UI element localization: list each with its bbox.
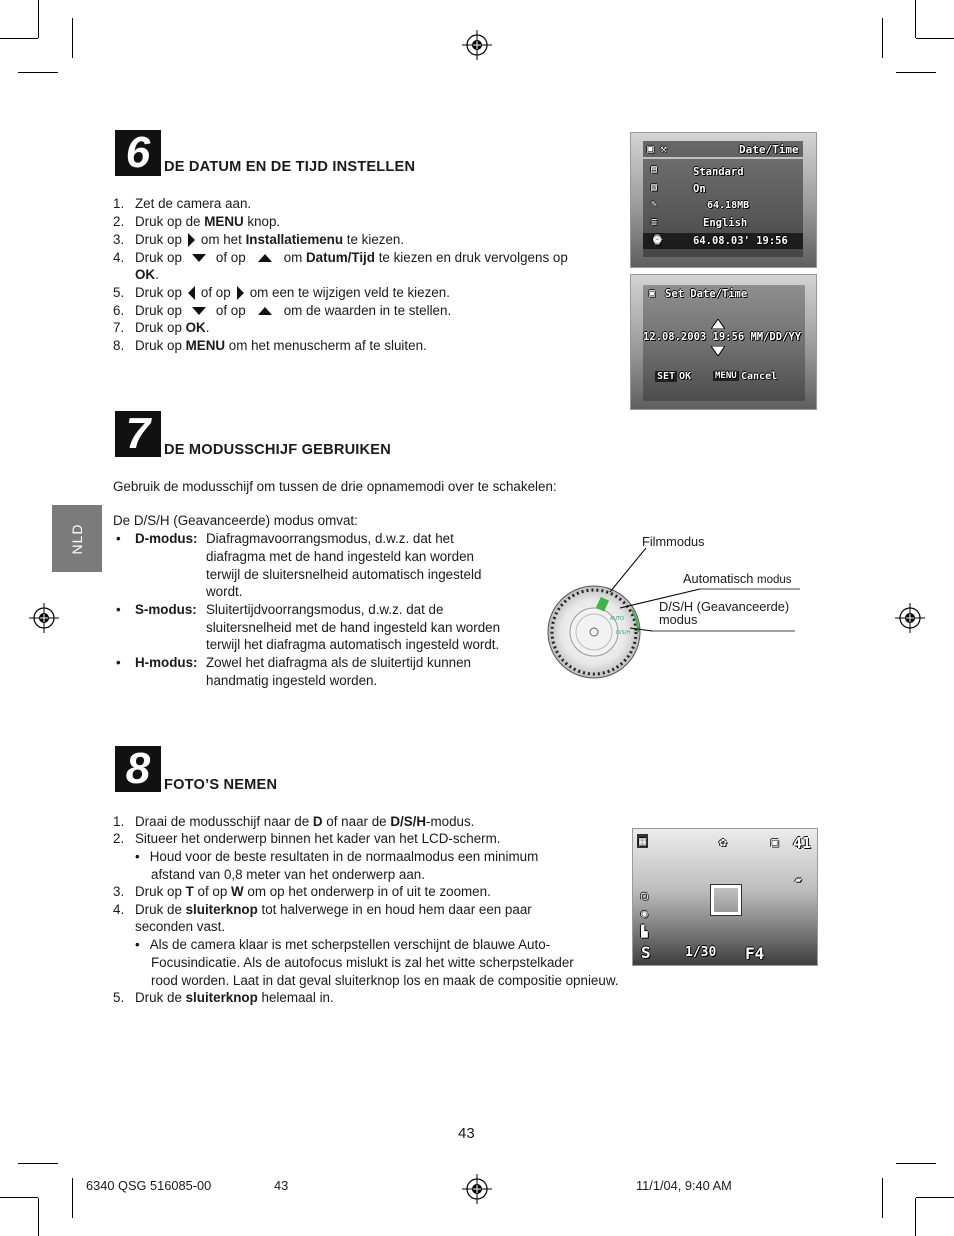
aperture: F4: [745, 944, 765, 963]
language-tab: NLD: [52, 505, 102, 572]
mode-desc: sluitersnelheid met de hand ingesteld kan worden: [206, 620, 501, 635]
mode-desc: terwijl het diafragma automatisch ingesteld wordt.: [206, 637, 500, 652]
footer-code: 6340 QSG 516085-00: [86, 1178, 212, 1193]
set-label: SET: [657, 371, 676, 382]
ok-label: OK: [679, 371, 692, 382]
section-title: FOTO’S NEMEN: [164, 777, 278, 793]
list-item: • Als de camera klaar is met scherpstellen verschijnt de blauwe Auto-: [135, 937, 551, 952]
lcd-set-datetime: [630, 274, 817, 410]
chevron-down-icon: [711, 346, 725, 356]
list-item: 3. Druk op om het Installatiemenu te kiezen.: [113, 232, 405, 247]
list-item: rood worden. Laat in dat geval sluiterknop los en maak de compositie opnieuw.: [151, 973, 619, 988]
section-number: 6: [115, 130, 161, 176]
lcd-capture-view: [632, 828, 818, 966]
camera-icon: ▣ ⚒: [647, 142, 667, 155]
lcd-row: On: [693, 183, 706, 195]
svg-text:D/S/H: D/S/H: [616, 630, 631, 636]
mode-desc: handmatig ingesteld worden.: [206, 673, 378, 688]
menu-label: MENU: [715, 371, 737, 381]
mode-label: D-modus:: [135, 531, 198, 546]
callout-dsh-mode: D/S/H (Geavanceerde) modus: [659, 599, 790, 627]
arrow-down-icon: [192, 307, 206, 315]
arrow-down-icon: [192, 254, 206, 262]
registration-mark-icon: [895, 603, 925, 633]
sub-text: De D/S/H (Geavanceerde) modus omvat:: [113, 513, 358, 528]
lcd-icon: ▧: [651, 182, 658, 193]
card-icon: ▣: [771, 835, 779, 849]
battery-icon: ▰: [795, 873, 802, 886]
mode-desc: Zowel het diafragma als de sluitertijd kunnen: [206, 655, 471, 670]
mode-label: S-modus:: [135, 602, 197, 617]
list-item: 4. Druk de sluiterknop tot halverwege in en houd hem daar een paar: [113, 902, 532, 917]
footer-date: 11/1/04, 9:40 AM: [636, 1178, 732, 1193]
shutter-speed: 1/30: [685, 945, 717, 960]
registration-mark-icon: [462, 30, 492, 60]
mode-desc: Diafragmavoorrangsmodus, d.w.z. dat het: [206, 531, 454, 546]
lcd-header: Set Date/Time: [665, 288, 748, 300]
list-item: 7. Druk op OK.: [113, 320, 210, 335]
mode-desc: wordt.: [206, 584, 243, 599]
list-item: 5. Druk de sluiterknop helemaal in.: [113, 990, 334, 1005]
mode-icon: ▢: [641, 889, 648, 902]
list-item: 1. Zet de camera aan.: [113, 196, 252, 211]
arrow-up-icon: [258, 307, 272, 315]
callout-auto-mode: Automatisch modus: [683, 571, 792, 586]
chevron-up-icon: [711, 319, 725, 329]
shot-count: 41: [793, 834, 812, 852]
section-number: 8: [115, 746, 161, 792]
metering-icon: ◉: [641, 907, 648, 920]
mode-desc: Sluitertijdvoorrangsmodus, d.w.z. dat de: [206, 602, 444, 617]
arrow-left-icon: [188, 286, 195, 300]
lcd-row: 64.18MB: [707, 200, 750, 211]
resolution-icon: ▦: [639, 834, 647, 848]
lcd-icon: ▤: [651, 164, 658, 175]
lcd-header: Date/Time: [739, 143, 799, 156]
list-item: 8. Druk op MENU om het menuscherm af te sluiten.: [113, 338, 427, 353]
list-item: 5. Druk op of op om een te wijzigen veld te kiezen.: [113, 285, 450, 300]
list-item: seconden vast.: [135, 919, 226, 934]
section-number: 7: [115, 411, 161, 457]
lcd-icon: ≡: [651, 217, 658, 228]
list-item: Focusindicatie. Als de autofocus mislukt is zal het witte scherpstelkader: [151, 955, 574, 970]
list-item: OK.: [135, 267, 159, 282]
arrow-right-icon: [188, 233, 195, 247]
page-number: 43: [458, 1125, 475, 1142]
mode-desc: diafragma met de hand ingesteld kan worden: [206, 549, 474, 564]
arrow-up-icon: [258, 254, 272, 262]
lcd-row: English: [703, 217, 748, 229]
bullet: •: [116, 531, 121, 546]
list-item: • Houd voor de beste resultaten in de normaalmodus een minimum: [135, 849, 539, 864]
cancel-label: Cancel: [741, 371, 778, 382]
lcd-icon: ▣: [649, 288, 656, 299]
lcd-setup-menu: [630, 132, 817, 268]
registration-mark-icon: [462, 1174, 492, 1204]
bullet: •: [116, 655, 121, 670]
bullet: •: [116, 602, 121, 617]
arrow-right-icon: [237, 286, 244, 300]
callout-film-mode: Filmmodus: [642, 534, 705, 549]
mode-label: H-modus:: [135, 655, 198, 670]
list-item: afstand van 0,8 meter van het onderwerp aan.: [151, 867, 425, 882]
list-item: 6. Druk op of op om de waarden in te stellen.: [113, 303, 452, 318]
list-item: 2. Druk op de MENU knop.: [113, 214, 281, 229]
wb-icon: ▙: [641, 925, 648, 938]
list-item: 4. Druk op of op om Datum/Tijd te kiezen en druk vervolgens op: [113, 250, 568, 265]
focus-frame: [711, 885, 741, 915]
section-title: DE MODUSSCHIJF GEBRUIKEN: [164, 442, 391, 458]
flash-icon: ✿: [719, 835, 727, 850]
lcd-datetime-value: 12.08.2003 19:56 MM/DD/YY: [643, 331, 802, 343]
mode-desc: terwijl de sluitersnelheid automatisch ingesteld: [206, 567, 482, 582]
svg-text:AUTO: AUTO: [610, 616, 625, 622]
list-item: 3. Druk op T of op W om op het onderwerp in of uit te zoomen.: [113, 884, 491, 899]
lcd-row: 64.08.03' 19:56: [693, 235, 788, 247]
lcd-icon: ⌚: [651, 235, 664, 246]
registration-mark-icon: [29, 603, 59, 633]
lcd-row: Standard: [693, 166, 744, 178]
list-item: 1. Draai de modusschijf naar de D of naar de D/S/H-modus.: [113, 814, 475, 829]
footer-page: 43: [274, 1178, 289, 1193]
intro-text: Gebruik de modusschijf om tussen de drie opnamemodi over te schakelen:: [113, 479, 557, 494]
section-title: DE DATUM EN DE TIJD INSTELLEN: [164, 159, 416, 175]
lcd-icon: ✎: [651, 199, 658, 210]
list-item: 2. Situeer het onderwerp binnen het kader van het LCD-scherm.: [113, 831, 501, 846]
shooting-mode: S: [641, 943, 651, 962]
